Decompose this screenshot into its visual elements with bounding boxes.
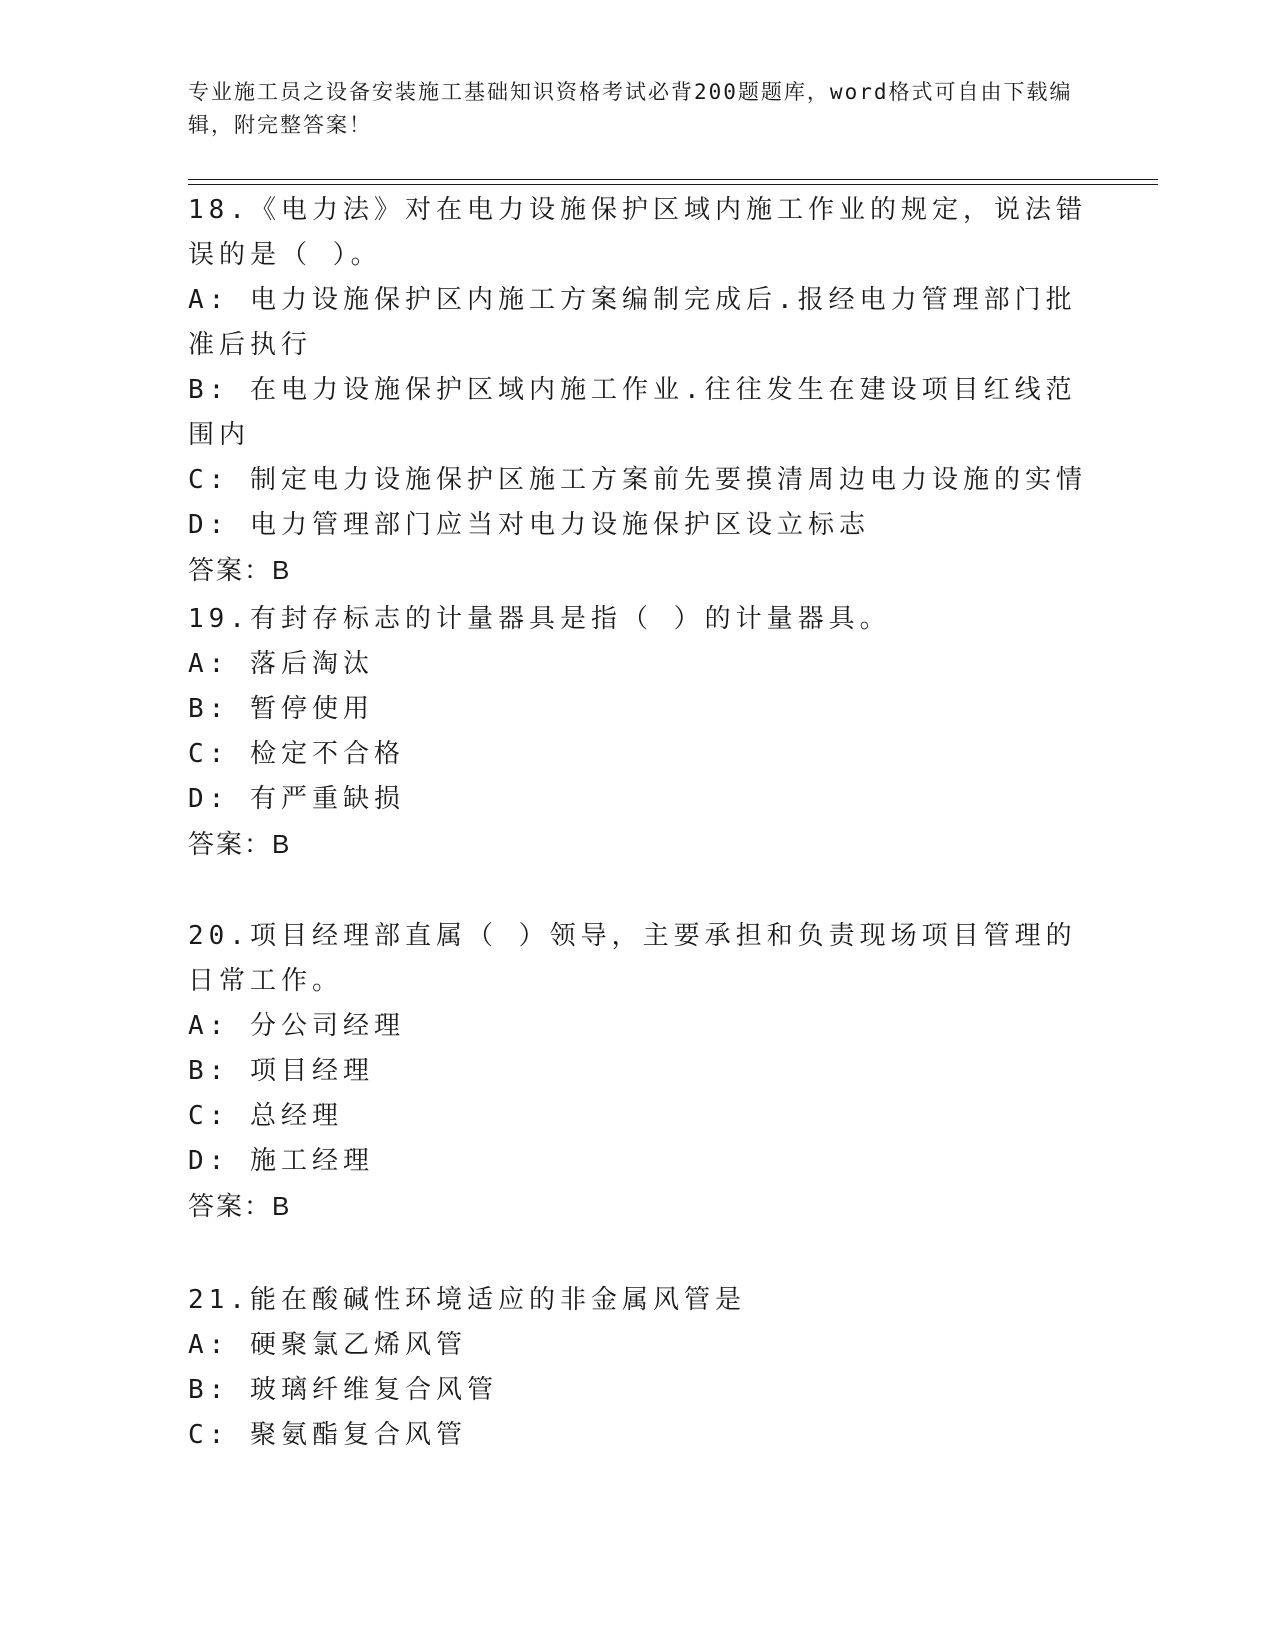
- option-a: A: 分公司经理: [188, 1011, 405, 1041]
- option-a: A: 电力设施保护区内施工方案编制完成后.报经电力管理部门批准后执行: [188, 285, 1077, 360]
- option-d: D: 有严重缺损: [188, 784, 405, 814]
- answer-line: 答案：B: [188, 829, 292, 859]
- header-divider-top: [188, 179, 1158, 180]
- document-header: 专业施工员之设备安装施工基础知识资格考试必背200题题库，word格式可自由下载编辑，附完整答案！: [188, 80, 1073, 137]
- option-c: C: 检定不合格: [188, 739, 405, 769]
- option-d: D: 电力管理部门应当对电力设施保护区设立标志: [188, 510, 870, 540]
- option-a: A: 硬聚氯乙烯风管: [188, 1330, 467, 1360]
- option-c: C: 总经理: [188, 1101, 343, 1131]
- question-20: [188, 914, 1088, 1229]
- question-21: [188, 1278, 1088, 1458]
- option-c: C: 制定电力设施保护区施工方案前先要摸清周边电力设施的实情: [188, 465, 1087, 495]
- question-stem: 21.能在酸碱性环境适应的非金属风管是: [188, 1285, 746, 1315]
- option-b: B: 在电力设施保护区域内施工作业.往往发生在建设项目红线范围内: [188, 375, 1077, 450]
- question-stem: 19.有封存标志的计量器具是指（ ）的计量器具。: [188, 604, 891, 634]
- option-a: A: 落后淘汰: [188, 649, 374, 679]
- option-b: B: 玻璃纤维复合风管: [188, 1375, 498, 1405]
- option-b: B: 项目经理: [188, 1056, 374, 1086]
- answer-line: 答案：B: [188, 1191, 292, 1221]
- question-stem: 18.《电力法》对在电力设施保护区域内施工作业的规定，说法错误的是（ ）。: [188, 195, 1087, 270]
- option-b: B: 暂停使用: [188, 694, 374, 724]
- question-19: [188, 597, 1088, 867]
- option-c: C: 聚氨酯复合风管: [188, 1420, 467, 1450]
- question-stem: 20.项目经理部直属（ ）领导，主要承担和负责现场项目管理的日常工作。: [188, 921, 1077, 996]
- header-divider-bottom: [188, 184, 1158, 185]
- option-d: D: 施工经理: [188, 1146, 374, 1176]
- question-18: [188, 188, 1088, 593]
- answer-line: 答案：B: [188, 555, 292, 585]
